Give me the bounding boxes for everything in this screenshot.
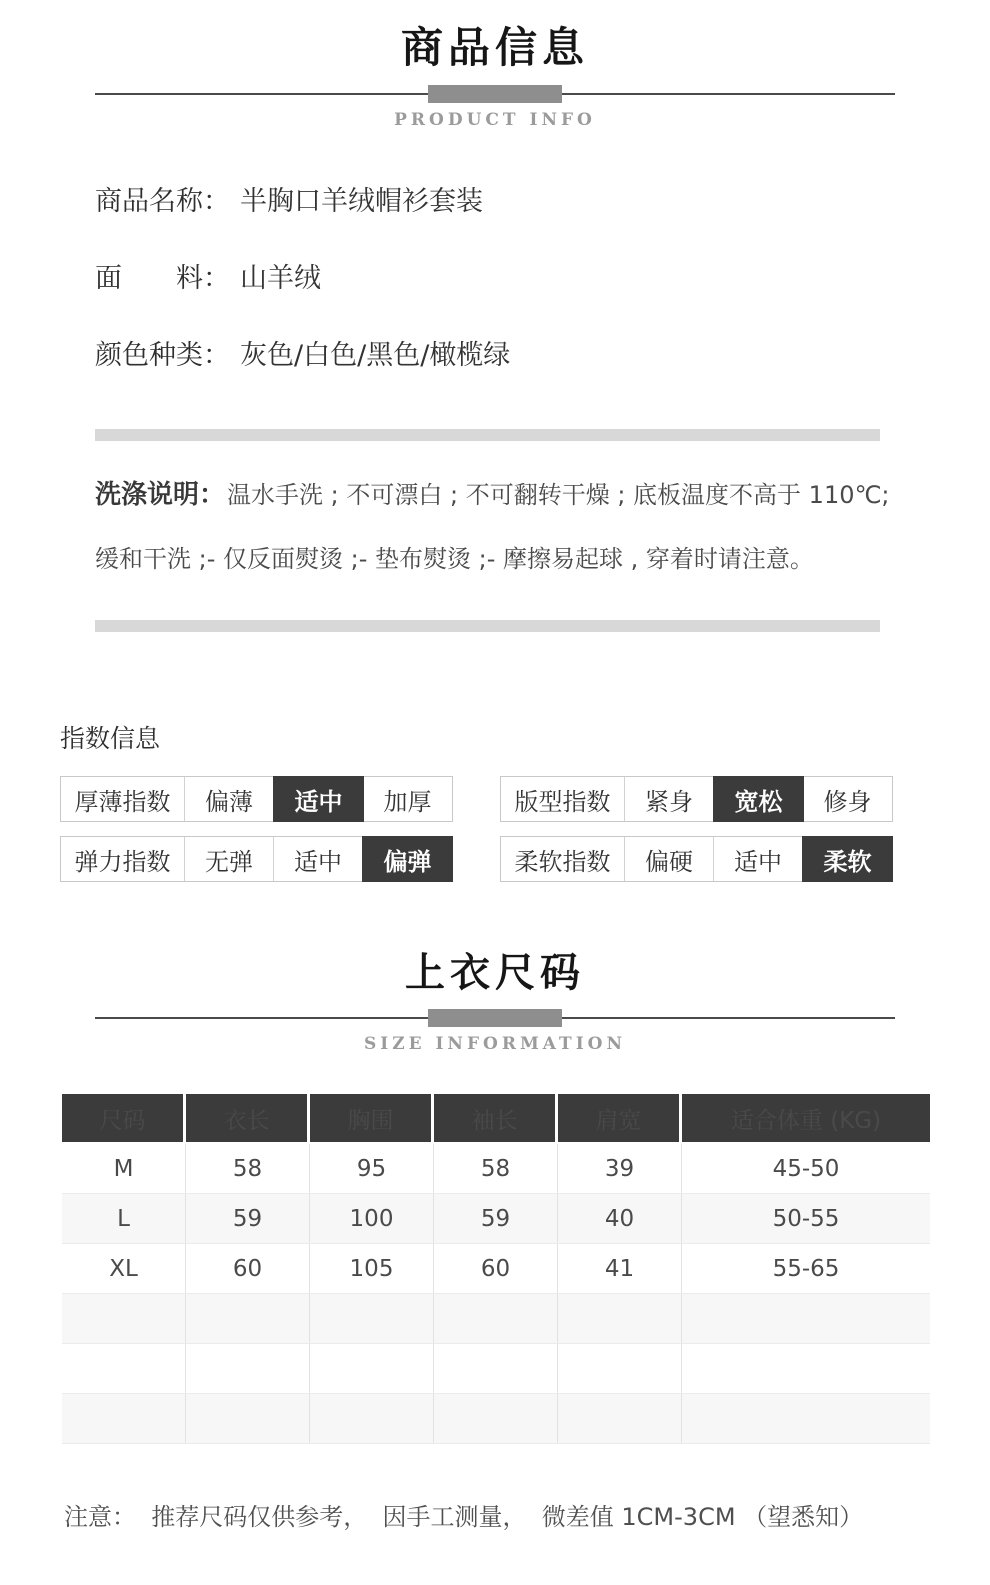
size-table-cell: 59 xyxy=(434,1194,558,1243)
size-table-cell: 45-50 xyxy=(772,1155,840,1182)
index-table-thickness xyxy=(60,776,453,822)
size-table-cell: 39 xyxy=(558,1144,682,1193)
washing-text: 温水手洗 ; 不可漂白 ; 不可翻转干燥 ; 底板温度不高于 110℃; xyxy=(227,481,890,510)
size-table-row xyxy=(62,1144,930,1194)
size-table-row xyxy=(62,1344,930,1394)
size-table-cell xyxy=(310,1344,434,1393)
separator-bar-bottom xyxy=(95,620,880,632)
index-info-section xyxy=(60,724,990,882)
size-table-cell: 59 xyxy=(186,1194,310,1243)
size-table-header-row xyxy=(62,1094,930,1142)
size-table-cell xyxy=(434,1344,558,1393)
size-table-row xyxy=(62,1294,930,1344)
index-table-elasticity xyxy=(60,836,453,882)
size-table-cell xyxy=(62,1344,186,1393)
size-table-header-cell: 适合体重 (KG) xyxy=(682,1094,930,1142)
size-note: 注意： 推荐尺码仅供参考， 因手工测量， 微差值 1CM-3CM （望悉知） xyxy=(64,1503,864,1532)
detail-row-name xyxy=(95,186,990,218)
index-option: 偏薄 xyxy=(185,777,274,821)
detail-label: 商品名称： xyxy=(95,186,230,218)
size-table-cell: 55-65 xyxy=(772,1255,840,1282)
product-info-header xyxy=(0,0,990,130)
size-table-cell: L xyxy=(62,1194,186,1243)
size-table-cell xyxy=(186,1294,310,1343)
washing-line-1 xyxy=(95,478,895,512)
index-option: 柔软 xyxy=(802,836,893,882)
index-option: 紧身 xyxy=(625,777,714,821)
size-table-cell: 105 xyxy=(310,1244,434,1293)
size-table-header-cell: 胸围 xyxy=(310,1094,434,1142)
washing-line-2: 缓和干洗 ;- 仅反面熨烫 ;- 垫布熨烫 ;- 摩擦易起球 , 穿着时请注意。 xyxy=(95,545,814,574)
size-table-row xyxy=(62,1394,930,1444)
divider-bar xyxy=(428,1009,562,1027)
index-table-fit xyxy=(500,776,893,822)
index-option: 适中 xyxy=(274,837,363,881)
detail-row-colors xyxy=(95,340,990,372)
size-table-cell: 40 xyxy=(558,1194,682,1243)
size-table-cell xyxy=(682,1344,930,1393)
index-option: 宽松 xyxy=(713,776,804,822)
size-table-cell: 60 xyxy=(186,1244,310,1293)
detail-value: 山羊绒 xyxy=(240,263,321,295)
size-info-header xyxy=(0,950,990,1054)
size-table-row xyxy=(62,1194,930,1244)
index-option: 偏弹 xyxy=(362,836,453,882)
size-table-cell: 95 xyxy=(310,1144,434,1193)
index-option: 偏硬 xyxy=(625,837,714,881)
separator-bar-top xyxy=(95,429,880,441)
size-table-cell xyxy=(434,1394,558,1443)
size-table-cell xyxy=(62,1394,186,1443)
detail-row-material xyxy=(95,263,990,295)
divider-bar xyxy=(428,85,562,103)
size-table-row xyxy=(62,1244,930,1294)
size-table-cell xyxy=(310,1294,434,1343)
size-table-header-cell: 袖长 xyxy=(434,1094,558,1142)
size-table-cell: 41 xyxy=(558,1244,682,1293)
size-table-cell xyxy=(558,1294,682,1343)
size-table-cell xyxy=(310,1394,434,1443)
product-details xyxy=(95,186,990,372)
section-divider xyxy=(95,1009,895,1027)
index-table-label: 弹力指数 xyxy=(61,837,185,881)
size-table-cell xyxy=(186,1394,310,1443)
index-option: 修身 xyxy=(823,787,872,816)
washing-instructions xyxy=(95,478,895,576)
size-table-header-cell: 尺码 xyxy=(62,1094,186,1142)
size-table-cell: XL xyxy=(62,1244,186,1293)
size-table-cell: M xyxy=(62,1144,186,1193)
size-table-cell: 60 xyxy=(434,1244,558,1293)
index-info-title: 指数信息 xyxy=(60,724,161,754)
detail-value: 灰色/白色/黑色/橄榄绿 xyxy=(240,340,511,372)
index-option: 加厚 xyxy=(383,787,432,816)
washing-label: 洗涤说明： xyxy=(95,480,226,511)
size-table-cell: 58 xyxy=(434,1144,558,1193)
size-table-header-cell: 衣长 xyxy=(186,1094,310,1142)
size-table-cell xyxy=(434,1294,558,1343)
section-divider xyxy=(95,85,895,103)
size-table-cell xyxy=(682,1294,930,1343)
detail-value: 半胸口羊绒帽衫套装 xyxy=(240,186,483,218)
page-subtitle-en: PRODUCT INFO xyxy=(394,110,596,131)
detail-label: 面 料： xyxy=(95,263,230,295)
index-option: 无弹 xyxy=(185,837,274,881)
size-table-header-cell: 肩宽 xyxy=(558,1094,682,1142)
size-table-cell: 50-55 xyxy=(772,1205,840,1232)
index-table-label: 柔软指数 xyxy=(501,837,625,881)
size-table-cell xyxy=(558,1394,682,1443)
size-subtitle-en: SIZE INFORMATION xyxy=(363,1034,627,1055)
size-section-title: 上衣尺码 xyxy=(405,950,585,997)
detail-label: 颜色种类： xyxy=(95,340,230,372)
size-table-cell: 100 xyxy=(310,1194,434,1243)
size-table-cell xyxy=(62,1294,186,1343)
size-table xyxy=(62,1094,930,1444)
index-table-label: 版型指数 xyxy=(501,777,625,821)
size-table-cell xyxy=(186,1344,310,1393)
index-option: 适中 xyxy=(714,837,803,881)
page-title: 商品信息 xyxy=(400,23,589,72)
index-info-grid xyxy=(60,776,893,882)
size-table-cell: 58 xyxy=(186,1144,310,1193)
size-table-cell xyxy=(682,1394,930,1443)
index-option: 适中 xyxy=(273,776,364,822)
index-table-softness xyxy=(500,836,893,882)
size-table-cell xyxy=(558,1344,682,1393)
index-table-label: 厚薄指数 xyxy=(61,777,185,821)
